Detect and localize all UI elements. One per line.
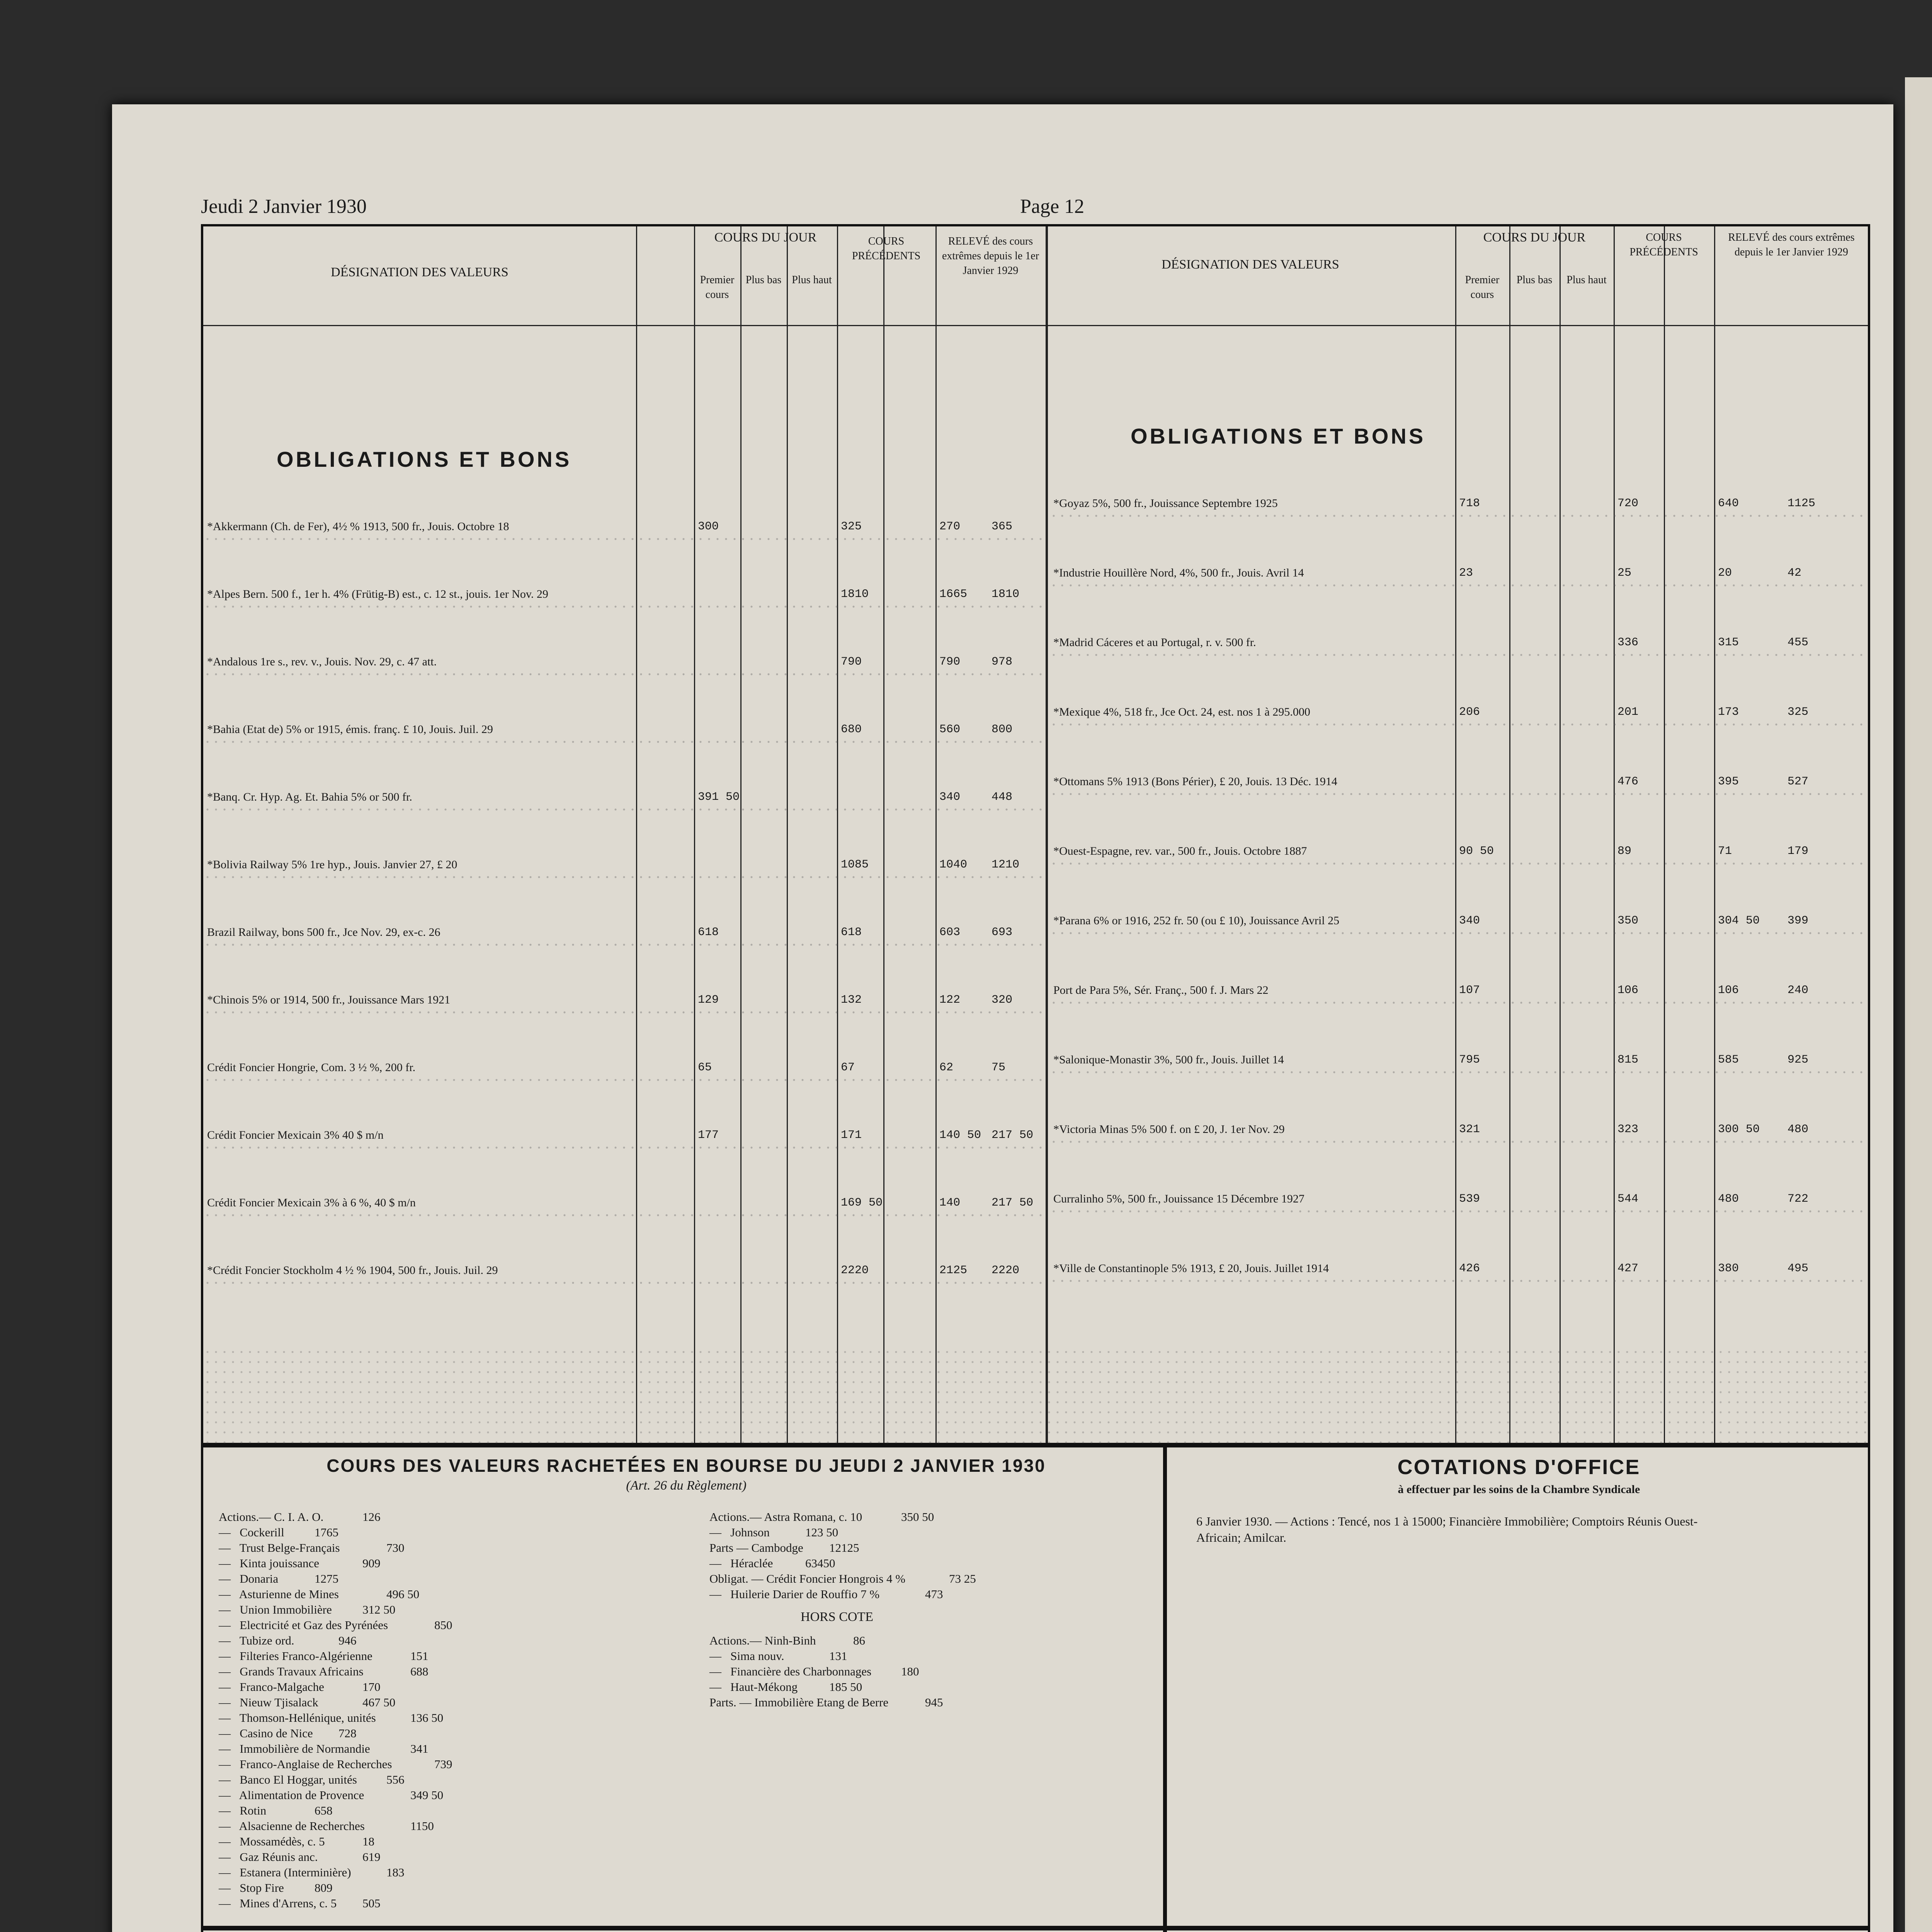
right-premier-cell: 206 <box>1459 706 1480 719</box>
designation-head-right: DÉSIGNATION DES VALEURS <box>1162 257 1339 272</box>
left-premier-cell: 129 <box>698 993 719 1007</box>
right-rel-bas-cell: 640 <box>1718 497 1739 510</box>
right-premier-cell: 340 <box>1459 914 1480 927</box>
left-rel-bas-cell: 560 <box>939 723 961 736</box>
right-rel-bas-cell: 106 <box>1718 984 1739 997</box>
left-rel-haut-cell: 217 50 <box>992 1129 1034 1142</box>
cours-jour-head-left: COURS DU JOUR <box>714 230 817 245</box>
bonds-table <box>201 224 1870 1445</box>
left-row-dots <box>203 940 1046 950</box>
right-premier-cell: 321 <box>1459 1123 1480 1136</box>
right-row-dots <box>1049 998 1869 1008</box>
hors-cote-list: Actions.— Ninh-Binh 86 — Sima nouv. 131 — Financière des Charbonnages 180 — Haut-Mékong 185 50 Parts. — Immobilière Etang de Berre 945 <box>709 1634 943 1709</box>
left-row-name: Crédit Foncier Hongrie, Com. 3 ½ %, 200 fr. <box>207 1061 416 1074</box>
right-rel-bas-cell: 380 <box>1718 1262 1739 1275</box>
right-rel-haut-cell: 722 <box>1787 1192 1809 1206</box>
left-row-name: *Crédit Foncier Stockholm 4 ½ % 1904, 500 fr., Jouis. Juil. 29 <box>207 1264 498 1277</box>
section-title-right: OBLIGATIONS ET BONS <box>1131 424 1426 448</box>
right-row-dots <box>1049 928 1869 938</box>
right-row-dots <box>1049 719 1869 730</box>
left-rel-haut-cell: 693 <box>992 926 1013 939</box>
left-premier-cell: 65 <box>698 1061 712 1074</box>
right-row-dots <box>1049 511 1869 521</box>
right-prec-bas-cell: 323 <box>1617 1123 1639 1136</box>
left-row-name: *Alpes Bern. 500 f., 1er h. 4% (Frütig-B) est., c. 12 st., jouis. 1er Nov. 29 <box>207 588 548 600</box>
right-premier-cell: 107 <box>1459 984 1480 997</box>
left-row-name: Brazil Railway, bons 500 fr., Jce Nov. 29, ex-c. 26 <box>207 926 440 939</box>
right-premier-cell: 718 <box>1459 497 1480 510</box>
left-rel-bas-cell: 122 <box>939 993 961 1007</box>
left-prec-bas-cell: 1085 <box>841 858 869 871</box>
right-rel-haut-cell: 325 <box>1787 706 1809 719</box>
left-rel-bas-cell: 340 <box>939 791 961 804</box>
right-prec-bas-cell: 476 <box>1617 775 1639 788</box>
right-rel-haut-cell: 1125 <box>1787 497 1816 510</box>
right-rel-bas-cell: 480 <box>1718 1192 1739 1206</box>
left-prec-bas-cell: 2220 <box>841 1264 869 1277</box>
plus-haut-head-right: Plus haut <box>1566 274 1607 286</box>
right-prec-bas-cell: 25 <box>1617 566 1632 580</box>
left-rel-bas-cell: 2125 <box>939 1264 968 1277</box>
left-rel-bas-cell: 140 50 <box>939 1129 981 1142</box>
right-premier-cell: 90 50 <box>1459 845 1494 858</box>
right-prec-bas-cell: 815 <box>1617 1053 1639 1066</box>
right-rel-bas-cell: 20 <box>1718 566 1732 580</box>
right-row-name: *Parana 6% or 1916, 252 fr. 50 (ou £ 10), Jouissance Avril 25 <box>1053 914 1340 927</box>
right-rel-haut-cell: 495 <box>1787 1262 1809 1275</box>
cours-prec-head-left: COURS PRÉCÉDENTS <box>852 235 921 262</box>
right-rel-haut-cell: 399 <box>1787 914 1809 927</box>
cotations-office-box <box>1163 1445 1870 1928</box>
left-row-name: *Chinois 5% or 1914, 500 fr., Jouissance Mars 1921 <box>207 993 451 1006</box>
right-prec-bas-cell: 427 <box>1617 1262 1639 1275</box>
designation-head-left: DÉSIGNATION DES VALEURS <box>331 265 509 279</box>
right-row-dots <box>1049 789 1869 799</box>
left-premier-cell: 391 50 <box>698 791 740 804</box>
right-row-name: Port de Para 5%, Sér. Franç., 500 f. J. Mars 22 <box>1053 984 1269 997</box>
right-rel-bas-cell: 395 <box>1718 775 1739 788</box>
left-row-dots <box>203 1007 1046 1017</box>
left-rel-bas-cell: 62 <box>939 1061 954 1074</box>
left-rel-haut-cell: 448 <box>992 791 1013 804</box>
left-row-dots <box>203 804 1046 815</box>
left-row-name: *Banq. Cr. Hyp. Ag. Et. Bahia 5% or 500 fr. <box>207 791 412 803</box>
rachetees-box <box>201 1445 1167 1928</box>
left-row-dots <box>203 669 1046 679</box>
left-row-dots <box>203 872 1046 882</box>
right-rel-bas-cell: 71 <box>1718 845 1732 858</box>
left-prec-bas-cell: 169 50 <box>841 1196 883 1209</box>
right-rel-haut-cell: 42 <box>1787 566 1802 580</box>
office-title: COTATIONS D'OFFICE <box>1397 1456 1641 1479</box>
rachetees-col1: Actions.— C. I. A. O. 126 — Cockerill 1765 — Trust Belge-Français 730 — Kinta jouissance 909 — Donaria 1275 — Asturienne de Mines 496 50 — Union Immobilière 312 50 — Electricité et Gaz des Pyrénées 850 — Tubize ord. 946 — Filteries Franco-Algérienne 151 — Grands Travaux Africains 688 — Franco-Malgache 170 — Nieuw Tjisalack 467 50 — Thomson-Hellénique, unités 136 50 — Casino de Nice 728 — Immobilière de Normandie 341 — Franco-Anglaise de Recherches 739 — Banco El Hoggar, unités 556 — Alimentation de Provence 349 50 — Rotin 658 — Alsacienne de Recherches 1150 — Mossamédès, c. 5 18 — Gaz Réunis anc. 619 — Estanera (Interminière) 183 — Stop Fire 809 — Mines d'Arrens, c. 5 505 <box>219 1510 452 1910</box>
right-row-name: *Ottomans 5% 1913 (Bons Périer), £ 20, Jouis. 13 Déc. 1914 <box>1053 775 1337 788</box>
left-row-name: Crédit Foncier Mexicain 3% à 6 %, 40 $ m/n <box>207 1196 416 1209</box>
left-rel-haut-cell: 978 <box>992 655 1013 668</box>
page-number: Page 12 <box>1020 196 1085 218</box>
left-rel-bas-cell: 603 <box>939 926 961 939</box>
right-row-name: Curralinho 5%, 500 fr., Jouissance 15 Décembre 1927 <box>1053 1192 1304 1205</box>
page-date: Jeudi 2 Janvier 1930 <box>201 196 367 218</box>
right-rel-haut-cell: 240 <box>1787 984 1809 997</box>
plus-haut-head-left: Plus haut <box>792 274 832 286</box>
right-row-name: *Ouest-Espagne, rev. var., 500 fr., Jouis. Octobre 1887 <box>1053 845 1307 857</box>
left-rel-haut-cell: 320 <box>992 993 1013 1007</box>
right-row-name: *Ville de Constantinople 5% 1913, £ 20, Jouis. Juillet 1914 <box>1053 1262 1329 1275</box>
right-premier-cell: 426 <box>1459 1262 1480 1275</box>
right-row-name: *Industrie Houillère Nord, 4%, 500 fr., Jouis. Avril 14 <box>1053 566 1304 579</box>
changes-box <box>201 1928 1167 1932</box>
left-rel-haut-cell: 1210 <box>992 858 1020 871</box>
left-premier-cell: 300 <box>698 520 719 533</box>
right-prec-bas-cell: 201 <box>1617 706 1639 719</box>
left-rel-bas-cell: 1040 <box>939 858 968 871</box>
right-prec-bas-cell: 544 <box>1617 1192 1639 1206</box>
left-row-dots <box>203 737 1046 747</box>
left-rel-haut-cell: 800 <box>992 723 1013 736</box>
left-row-dots <box>203 1210 1046 1220</box>
left-row-name: Crédit Foncier Mexicain 3% 40 $ m/n <box>207 1129 384 1141</box>
right-prec-bas-cell: 350 <box>1617 914 1639 927</box>
right-row-name: *Madrid Cáceres et au Portugal, r. v. 500 fr. <box>1053 636 1256 649</box>
empty-rows-dots <box>203 1347 1868 1444</box>
left-prec-bas-cell: 67 <box>841 1061 855 1074</box>
right-rel-haut-cell: 925 <box>1787 1053 1809 1066</box>
left-rel-bas-cell: 1665 <box>939 588 968 601</box>
office-sub: à effectuer par les soins de la Chambre Syndicale <box>1398 1483 1640 1496</box>
right-premier-cell: 795 <box>1459 1053 1480 1066</box>
left-prec-bas-cell: 680 <box>841 723 862 736</box>
right-rel-bas-cell: 315 <box>1718 636 1739 649</box>
left-premier-cell: 177 <box>698 1129 719 1142</box>
left-prec-bas-cell: 325 <box>841 520 862 533</box>
left-rel-bas-cell: 270 <box>939 520 961 533</box>
adjacent-page-edge <box>1905 77 1932 1932</box>
hors-cote-label: HORS COTE <box>801 1610 873 1624</box>
left-row-name: *Andalous 1re s., rev. v., Jouis. Nov. 29, c. 47 att. <box>207 655 437 668</box>
right-prec-bas-cell: 720 <box>1617 497 1639 510</box>
left-rel-haut-cell: 365 <box>992 520 1013 533</box>
plus-bas-head-right: Plus bas <box>1516 274 1553 286</box>
right-prec-bas-cell: 336 <box>1617 636 1639 649</box>
left-rel-bas-cell: 790 <box>939 655 961 668</box>
right-premier-cell: 23 <box>1459 566 1473 580</box>
left-premier-cell: 618 <box>698 926 719 939</box>
right-rel-bas-cell: 173 <box>1718 706 1739 719</box>
right-prec-bas-cell: 106 <box>1617 984 1639 997</box>
right-row-name: *Mexique 4%, 518 fr., Jce Oct. 24, est. nos 1 à 295.000 <box>1053 706 1310 718</box>
left-rel-haut-cell: 1810 <box>992 588 1020 601</box>
rachetees-sub: (Art. 26 du Règlement) <box>626 1478 747 1493</box>
plus-bas-head-left: Plus bas <box>745 274 782 286</box>
right-row-dots <box>1049 1067 1869 1077</box>
left-rel-bas-cell: 140 <box>939 1196 961 1209</box>
right-row-dots <box>1049 650 1869 660</box>
right-row-name: *Goyaz 5%, 500 fr., Jouissance Septembre 1925 <box>1053 497 1278 510</box>
right-row-dots <box>1049 859 1869 869</box>
right-rel-bas-cell: 585 <box>1718 1053 1739 1066</box>
left-prec-bas-cell: 618 <box>841 926 862 939</box>
left-prec-bas-cell: 1810 <box>841 588 869 601</box>
right-row-dots <box>1049 580 1869 590</box>
left-row-dots <box>203 534 1046 544</box>
releve-head-right: RELEVÉ des cours extrêmes depuis le 1er Janvier 1929 <box>1728 231 1855 258</box>
right-row-name: *Salonique-Monastir 3%, 500 fr., Jouis. Juillet 14 <box>1053 1053 1284 1066</box>
left-prec-bas-cell: 171 <box>841 1129 862 1142</box>
right-row-dots <box>1049 1206 1869 1216</box>
rachetees-col2: Actions.— Astra Romana, c. 10 350 50 — Johnson 123 50 Parts — Cambodge 12125 — Héraclée 63450 Obligat. — Crédit Foncier Hongrois 4 % 73 25 — Huilerie Darier de Rouffio 7 % 473 <box>709 1510 976 1601</box>
left-rel-haut-cell: 75 <box>992 1061 1006 1074</box>
section-title-left: OBLIGATIONS ET BONS <box>277 447 572 471</box>
right-rel-haut-cell: 455 <box>1787 636 1809 649</box>
premier-head-right: Premier cours <box>1465 274 1500 301</box>
left-row-name: *Akkermann (Ch. de Fer), 4½ % 1913, 500 fr., Jouis. Octobre 18 <box>207 520 509 533</box>
rachetees-title: COURS DES VALEURS RACHETÉES EN BOURSE DU JEUDI 2 JANVIER 1930 <box>327 1456 1046 1476</box>
office-text: 6 Janvier 1930. — Actions : Tencé, nos 1 à 15000; Financière Immobilière; Comptoirs Réunis Ouest- Africain; Amilcar. <box>1196 1514 1698 1544</box>
cours-jour-head-right: COURS DU JOUR <box>1483 230 1586 245</box>
left-prec-bas-cell: 132 <box>841 993 862 1007</box>
cours-prec-head-right: COURS PRÉCÉDENTS <box>1629 231 1698 258</box>
right-rel-bas-cell: 304 50 <box>1718 914 1760 927</box>
left-row-dots <box>203 1143 1046 1153</box>
left-row-name: *Bahia (Etat de) 5% or 1915, émis. franç. £ 10, Jouis. Juil. 29 <box>207 723 493 736</box>
left-rel-haut-cell: 2220 <box>992 1264 1020 1277</box>
right-premier-cell: 539 <box>1459 1192 1480 1206</box>
releve-head-left: RELEVÉ des cours extrêmes depuis le 1er Janvier 1929 <box>942 235 1039 277</box>
right-row-dots <box>1049 1276 1869 1286</box>
left-row-dots <box>203 1075 1046 1085</box>
right-prec-bas-cell: 89 <box>1617 845 1632 858</box>
right-rel-haut-cell: 179 <box>1787 845 1809 858</box>
left-prec-bas-cell: 790 <box>841 655 862 668</box>
droits-box <box>1163 1928 1870 1932</box>
right-rel-haut-cell: 480 <box>1787 1123 1809 1136</box>
right-rel-bas-cell: 300 50 <box>1718 1123 1760 1136</box>
left-rel-haut-cell: 217 50 <box>992 1196 1034 1209</box>
premier-head-left: Premier cours <box>700 274 735 301</box>
newspaper-page <box>112 104 1893 1932</box>
left-row-dots <box>203 1278 1046 1288</box>
right-row-dots <box>1049 1137 1869 1147</box>
right-rel-haut-cell: 527 <box>1787 775 1809 788</box>
left-row-dots <box>203 602 1046 612</box>
right-row-name: *Victoria Minas 5% 500 f. on £ 20, J. 1er Nov. 29 <box>1053 1123 1285 1136</box>
left-row-name: *Bolivia Railway 5% 1re hyp., Jouis. Janvier 27, £ 20 <box>207 858 457 871</box>
